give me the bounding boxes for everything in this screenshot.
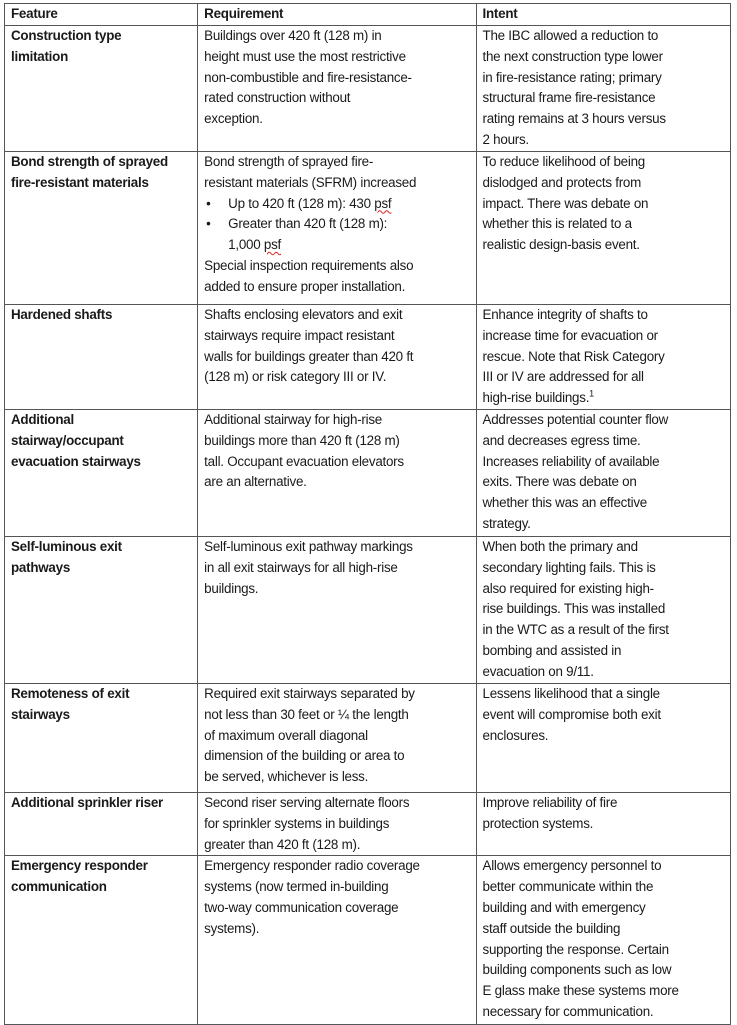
requirement-cell [198,856,476,1025]
cell-line: buildings. [204,580,259,596]
cell-line: Increases reliability of available [482,453,660,469]
feature-cell [5,683,198,792]
cell-line: evacuation stairways [11,453,141,469]
requirement-cell [198,152,476,305]
cell-line: in the WTC as a result of the first [482,622,669,638]
cell-line: rescue. Note that Risk Category [482,348,665,364]
table-row [5,683,731,792]
cell-line: building and with emergency [482,899,646,915]
cell-line: high-rise buildings.$^1$ [482,388,594,406]
cell-line: impact. There was debate on [482,195,649,211]
bullet-text: Up to 420 ft (128 m): 430 [228,195,375,211]
cell-line: pathways [11,559,71,575]
feature-cell [5,305,198,410]
cell-line: Allows emergency personnel to [482,858,662,874]
table-row [5,305,731,410]
cell-line: stairways [11,706,70,722]
table-row [5,792,731,855]
cell-line: increase time for evacuation or [482,327,658,343]
footnote-marker: 1 [589,388,594,399]
cell-line: resistant materials (SFRM) increased [204,174,417,190]
bullet-item [204,214,471,256]
cell-line: Remoteness of exit [11,685,130,701]
cell-line: necessary for communication. [482,1003,654,1019]
cell-line: Addresses potential counter flow [482,411,669,427]
cell-line: building components such as low [482,962,672,978]
bullet-icon: • [206,216,211,232]
cell-line: Construction type [11,28,122,43]
cell-line: whether this is related to a [482,216,632,232]
intent-cell [476,536,730,683]
cell-line: for sprinkler systems in buildings [204,815,390,831]
cell-line: event will compromise both exit [482,706,661,722]
cell-line: Shafts enclosing elevators and exit [204,307,403,322]
cell-line: buildings more than 420 ft (128 m) [204,432,400,448]
requirement-cell [198,536,476,683]
intent-cell [476,152,730,305]
cell-line: of maximum overall diagonal [204,727,368,743]
cell-line: rated construction without [204,90,351,106]
cell-line: Additional [11,411,74,427]
feature-cell [5,26,198,152]
cell-line: stairways require impact resistant [204,327,395,343]
cell-line: Special inspection requirements also [204,257,414,273]
cell-line: exception. [204,111,263,127]
cell-line: The IBC allowed a reduction to [482,28,659,43]
table-row [5,152,731,305]
feature-cell [5,856,198,1025]
header-feature: Feature [5,4,198,26]
cell-line: Emergency responder [11,858,148,874]
cell-line: Improve reliability of fire [482,794,618,810]
cell-line: rating remains at 3 hours versus [482,111,666,127]
feature-cell [5,536,198,683]
intent-cell [476,683,730,792]
cell-line: Lessens likelihood that a single [482,685,660,701]
cell-line: Additional sprinkler riser [11,794,163,810]
cell-line: To reduce likelihood of being [482,154,645,169]
requirement-cell [198,792,476,855]
requirement-cell [198,26,476,152]
intent-cell [476,305,730,410]
cell-line: bombing and assisted in [482,642,622,658]
cell-line: secondary lighting fails. This is [482,559,656,575]
cell-line: Required exit stairways separated by [204,685,415,701]
cell-line: whether this was an effective [482,495,647,511]
cell-line: Bond strength of sprayed fire- [204,154,374,169]
cell-line: Bond strength of sprayed [11,154,168,169]
bullet-text: 1,000 [228,237,264,253]
cell-line: tall. Occupant evacuation elevators [204,453,404,469]
feature-cell [5,409,198,536]
table-row [5,26,731,152]
requirement-cell [198,409,476,536]
cell-line: fire-resistant materials [11,174,149,190]
spell-flagged-word: psf [374,195,392,211]
cell-line: in fire-resistance rating; primary [482,69,662,85]
cell-line: limitation [11,48,69,64]
cell-line: dislodged and protects from [482,174,642,190]
cell-line: (128 m) or risk category III or IV. [204,369,387,385]
cell-line: two-way communication coverage [204,899,399,915]
cell-line: not less than 30 feet or ¼ the length [204,706,409,722]
intent-cell [476,856,730,1025]
cell-line: 2 hours. [482,131,529,147]
cell-line: systems). [204,920,260,936]
cell-line: better communicate within the [482,879,654,895]
cell-line: walls for buildings greater than 420 ft [204,348,414,364]
feature-cell [5,152,198,305]
header-requirement: Requirement [198,4,476,26]
cell-line: be served, whichever is less. [204,769,369,785]
table-row [5,409,731,536]
bullet-item [204,194,471,215]
cell-line: Emergency responder radio coverage [204,858,420,874]
cell-line: Self-luminous exit pathway markings [204,538,413,554]
cell-line: protection systems. [482,815,594,831]
cell-line: stairway/occupant [11,432,124,448]
cell-line: Buildings over 420 ft (128 m) in [204,28,382,43]
cell-line: height must use the most restrictive [204,48,406,64]
requirement-cell [198,683,476,792]
cell-line: dimension of the building or area to [204,748,405,764]
header-row [5,4,731,26]
cell-line: also required for existing high- [482,580,654,596]
cell-line: evacuation on 9/11. [482,663,594,679]
cell-line: the next construction type lower [482,48,663,64]
cell-line: are an alternative. [204,474,307,490]
cell-line: realistic design-basis event. [482,237,640,253]
cell-line: supporting the response. Certain [482,941,669,957]
feature-cell [5,792,198,855]
cell-line: Hardened shafts [11,307,113,322]
requirement-cell [198,305,476,410]
cell-line: in all exit stairways for all high-rise [204,559,398,575]
cell-line: When both the primary and [482,538,638,554]
cell-line: III or IV are addressed for all [482,369,644,385]
cell-line: added to ensure proper installation. [204,278,406,294]
cell-line: Greater than 420 ft (128 m): [228,216,388,232]
cell-line: staff outside the building [482,920,621,936]
cell-line: Self-luminous exit [11,538,122,554]
cell-line: communication [11,879,107,895]
header-intent: Intent [476,4,730,26]
cell-line: E glass make these systems more [482,983,679,999]
cell-line: Enhance integrity of shafts to [482,307,648,322]
requirements-table [4,3,731,1025]
intent-cell [476,409,730,536]
table-row [5,536,731,683]
cell-line: systems (now termed in-building [204,879,389,895]
cell-line: exits. There was debate on [482,474,637,490]
cell-line: greater than 420 ft (128 m). [204,836,361,852]
bullet-icon: • [206,195,211,211]
cell-line: enclosures. [482,727,549,743]
spell-flagged-word: psf [263,237,282,253]
intent-cell [476,26,730,152]
cell-line: strategy. [482,515,531,531]
cell-line: Second riser serving alternate floors [204,794,410,810]
cell-line: rise buildings. This was installed [482,601,666,617]
cell-line [228,235,471,256]
cell-line: Additional stairway for high-rise [204,411,382,427]
cell-line: non-combustible and fire-resistance- [204,69,412,85]
cell-line: structural frame fire-resistance [482,90,656,106]
cell-line [228,194,471,215]
table-row [5,856,731,1025]
cell-line: and decreases egress time. [482,432,641,448]
intent-cell [476,792,730,855]
